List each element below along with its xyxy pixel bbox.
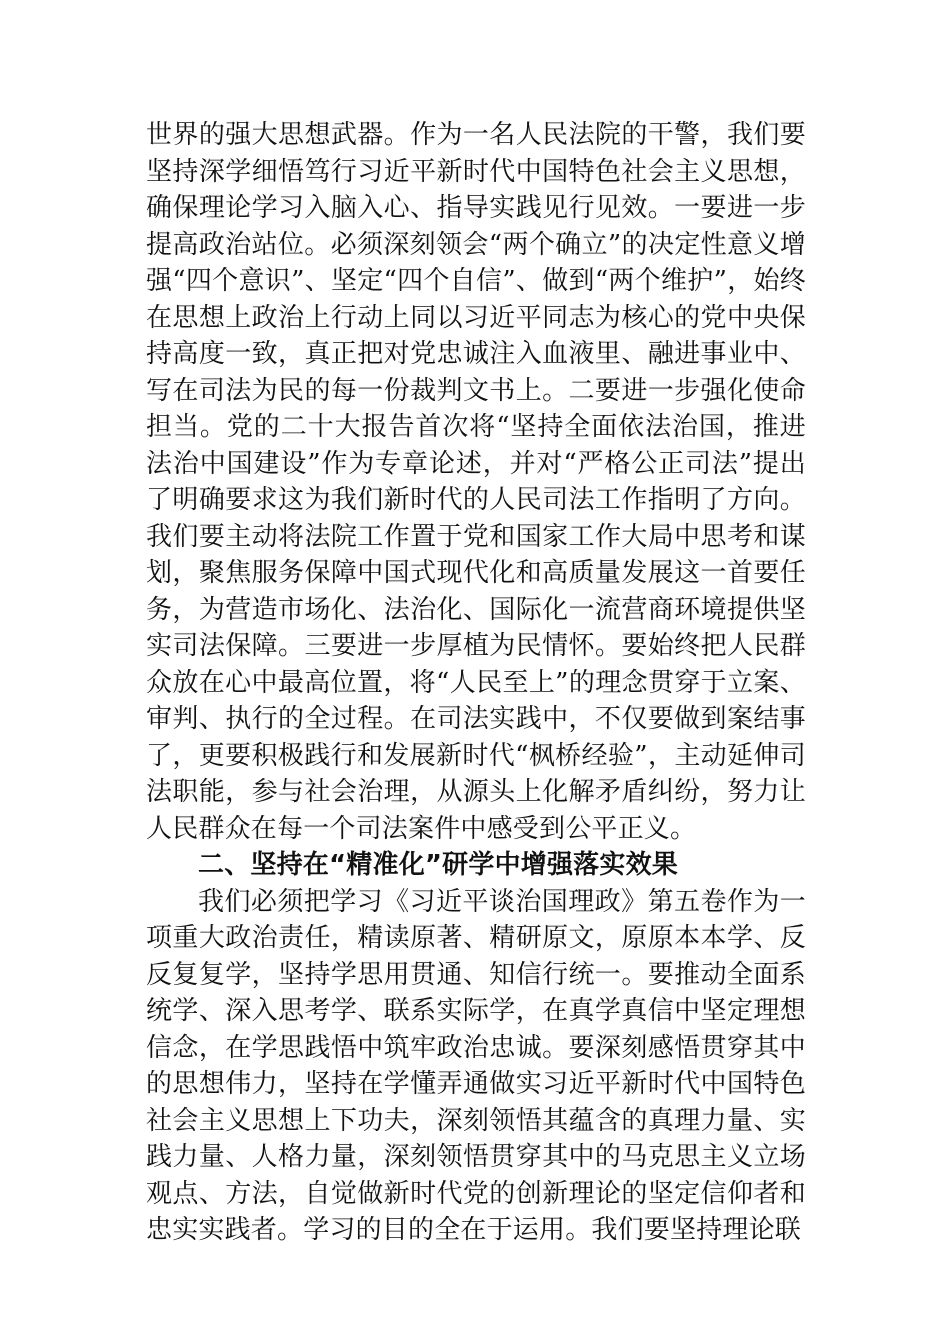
body-paragraph-1: 世界的强大思想武器。作为一名人民法院的干警，我们要坚持深学细悟笃行习近平新时代中国特色社会主义思想，确保理论学习入脑入心、指导实践见行见效。一要进一步提高政治站位。必须深刻领会“两个确立”的决定性意义增强“四个意识”、坚定“四个自信”、做到“两个维护”，始终在思想上政治上行动上同以习近平同志为核心的党中央保持高度一致，真正把对党忠诚注入血液里、融进事业中、写在司法为民的每一份裁判文书上。二要进一步强化使命担当。党的二十大报告首次将“坚持全面依法治国，推进法治中国建设”作为专章论述，并对“严格公正司法”提出了明确要求这为我们新时代的人民司法工作指明了方向。我们要主动将法院工作置于党和国家工作大局中思考和谋划，聚焦服务保障中国式现代化和高质量发展这一首要任务，为营造市场化、法治化、国际化一流营商环境提供坚实司法保障。三要进一步厚植为民情怀。要始终把人民群众放在心中最高位置，将“人民至上”的理念贯穿于立案、审判、执行的全过程。在司法实践中，不仅要做到案结事了，更要积极践行和发展新时代“枫桥经验”，主动延伸司法职能，参与社会治理，从源头上化解矛盾纠纷，努力让人民群众在每一个司法案件中感受到公平正义。 xyxy=(146,120,806,844)
body-paragraph-2: 我们必须把学习《习近平谈治国理政》第五卷作为一项重大政治责任，精读原著、精研原文，原原本本学、反反复复学，坚持学思用贯通、知信行统一。要推动全面系统学、深入思考学、联系实际学，在真学真信中坚定理想信念，在学思践悟中筑牢政治忠诚。要深刻感悟贯穿其中的思想伟力，坚持在学懂弄通做实习近平新时代中国特色社会主义思想上下功夫，深刻领悟其蕴含的真理力量、实践力量、人格力量，深刻领悟贯穿其中的马克思主义立场观点、方法，自觉做新时代党的创新理论的坚定信仰者和忠实实践者。学习的目的全在于运用。我们要坚持理论联 xyxy=(146,886,806,1245)
document-body xyxy=(146,117,806,1249)
section-heading-2: 二、坚持在“精准化”研学中增强落实效果 xyxy=(198,850,678,880)
